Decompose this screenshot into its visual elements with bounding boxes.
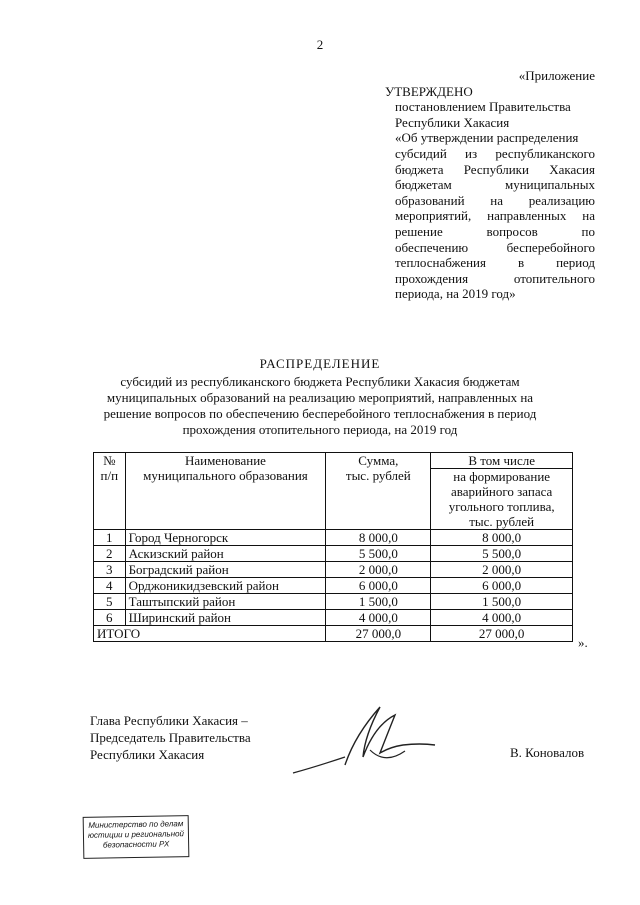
header-fuel-line: тыс. рублей xyxy=(469,514,535,529)
decree-title-line: образований на реализацию xyxy=(395,192,595,208)
table-row xyxy=(94,562,573,578)
decree-title-line: теплоснабжения в период xyxy=(395,255,595,271)
header-fuel xyxy=(431,469,573,530)
approved-by-line-1: постановлением Правительства xyxy=(395,99,571,115)
decree-title-line: субсидий из республиканского xyxy=(395,145,595,161)
decree-title-line: решение вопросов по xyxy=(395,223,595,239)
header-fuel-line: угольного топлива, xyxy=(448,499,555,514)
signatory-line: Республики Хакасия xyxy=(90,747,205,762)
row-number: 4 xyxy=(94,578,126,594)
row-fuel: 1 500,0 xyxy=(431,594,573,610)
total-sum: 27 000,0 xyxy=(326,626,431,642)
row-name: Орджоникидзевский район xyxy=(125,578,326,594)
handwritten-signature xyxy=(285,695,455,780)
header-number-line: № xyxy=(103,453,116,468)
table-row xyxy=(94,546,573,562)
header-name xyxy=(125,453,326,530)
distribution-table xyxy=(93,452,573,642)
appendix-block xyxy=(385,68,595,302)
header-fuel-line: аварийного запаса xyxy=(451,484,553,499)
page-number: 2 xyxy=(316,37,324,52)
signature-stroke xyxy=(345,707,435,765)
subtitle-line: субсидий из республиканского бюджета Республики Хакасия бюджетам xyxy=(120,374,520,389)
approved-by-line-2: Республики Хакасия xyxy=(395,114,510,130)
decree-title-line: мероприятий, направленных на xyxy=(395,208,595,224)
row-fuel: 5 500,0 xyxy=(431,546,573,562)
total-label: ИТОГО xyxy=(94,626,326,642)
row-name: Ширинский район xyxy=(125,610,326,626)
total-fuel: 27 000,0 xyxy=(431,626,573,642)
approved-label: УТВЕРЖДЕНО xyxy=(385,83,473,99)
header-name-line: Наименование xyxy=(184,453,266,468)
row-name: Аскизский район xyxy=(125,546,326,562)
header-sum-line: тыс. рублей xyxy=(345,468,411,483)
row-number: 5 xyxy=(94,594,126,610)
row-fuel: 2 000,0 xyxy=(431,562,573,578)
row-fuel: 8 000,0 xyxy=(431,530,573,546)
row-number: 1 xyxy=(94,530,126,546)
decree-title-line: прохождения отопительного xyxy=(395,270,595,286)
registration-stamp xyxy=(83,815,190,859)
row-number: 3 xyxy=(94,562,126,578)
decree-title-line: обеспечению бесперебойного xyxy=(395,239,595,255)
row-sum: 5 500,0 xyxy=(326,546,431,562)
document-subtitle xyxy=(90,374,550,438)
stamp-line: Министерство по делам xyxy=(88,819,184,830)
row-name: Город Черногорск xyxy=(125,530,326,546)
signature-stroke xyxy=(293,757,345,773)
header-including: В том числе xyxy=(431,453,573,469)
row-sum: 1 500,0 xyxy=(326,594,431,610)
table-row xyxy=(94,594,573,610)
subtitle-line: муниципальных образований на реализацию мероприятий, направленных на xyxy=(106,390,534,405)
table-total-row xyxy=(94,626,573,642)
closing-quote: ». xyxy=(578,635,588,650)
appendix-label: «Приложение xyxy=(518,68,595,83)
signatory-line: Председатель Правительства xyxy=(90,730,251,745)
signatory-line: Глава Республики Хакасия – xyxy=(90,713,248,728)
header-name-line: муниципального образования xyxy=(143,468,308,483)
decree-title-line: бюджета Республики Хакасия xyxy=(395,161,595,177)
header-fuel-line: на формирование xyxy=(453,469,551,484)
signatory-name: В. Коновалов xyxy=(510,745,585,760)
decree-title-line: бюджетам муниципальных xyxy=(395,177,595,193)
table-row xyxy=(94,578,573,594)
subtitle-line: решение вопросов по обеспечению бесперебойного теплоснабжения в период xyxy=(103,406,537,421)
header-sum xyxy=(326,453,431,530)
header-number-line: п/п xyxy=(100,468,119,483)
decree-title-line: периода, на 2019 год» xyxy=(395,286,516,302)
header-sum-line: Сумма, xyxy=(358,453,399,468)
row-number: 2 xyxy=(94,546,126,562)
decree-title-line: «Об утверждении распределения xyxy=(395,130,579,146)
row-sum: 6 000,0 xyxy=(326,578,431,594)
stamp-line: юстиции и региональной xyxy=(87,829,185,840)
row-fuel: 6 000,0 xyxy=(431,578,573,594)
signatory-title xyxy=(90,712,251,763)
document-title: РАСПРЕДЕЛЕНИЕ xyxy=(259,356,381,371)
table-row xyxy=(94,530,573,546)
signature-stroke xyxy=(370,750,405,758)
row-number: 6 xyxy=(94,610,126,626)
row-sum: 8 000,0 xyxy=(326,530,431,546)
stamp-line: безопасности РХ xyxy=(102,839,170,850)
subtitle-line: прохождения отопительного периода, на 2019 год xyxy=(182,422,458,437)
table-header-row xyxy=(94,453,573,469)
row-name: Боградский район xyxy=(125,562,326,578)
row-fuel: 4 000,0 xyxy=(431,610,573,626)
row-sum: 2 000,0 xyxy=(326,562,431,578)
row-name: Таштыпский район xyxy=(125,594,326,610)
header-number xyxy=(94,453,126,530)
row-sum: 4 000,0 xyxy=(326,610,431,626)
table-row xyxy=(94,610,573,626)
